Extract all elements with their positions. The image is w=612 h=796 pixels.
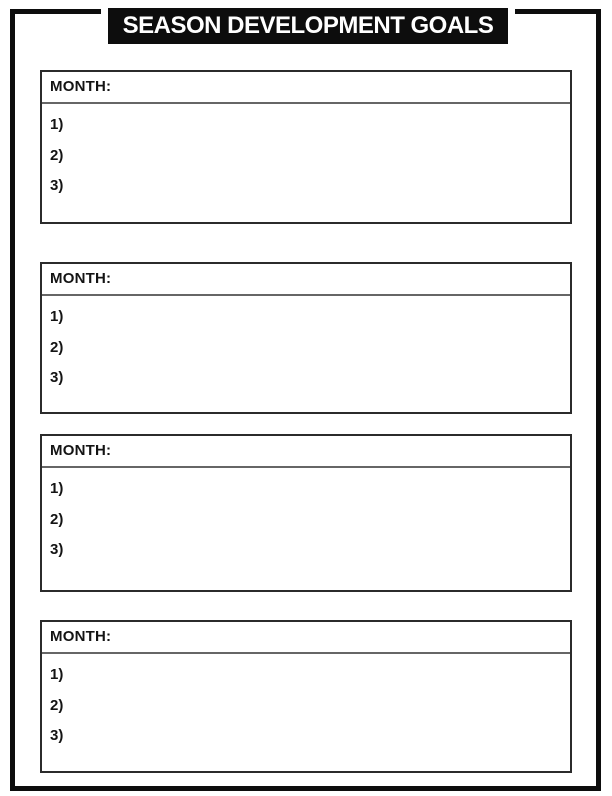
goal-number: 2)	[50, 338, 64, 356]
month-fill-in-area	[111, 72, 570, 102]
goals-list	[42, 468, 570, 570]
goal-line	[50, 337, 570, 368]
month-section-2	[40, 262, 572, 414]
goal-number: 1)	[50, 666, 64, 683]
page-title: SEASON DEVELOPMENT GOALS	[122, 12, 494, 39]
goal-number: 1)	[50, 480, 64, 497]
month-section-1	[40, 70, 572, 224]
month-header	[42, 622, 570, 654]
month-fill-in-area	[111, 622, 570, 652]
goal-number: 1)	[50, 116, 64, 133]
goal-number: 3)	[50, 541, 64, 558]
month-label: MONTH:	[50, 442, 112, 459]
title-banner	[101, 8, 515, 44]
goals-list	[42, 296, 570, 398]
month-label: MONTH:	[50, 270, 112, 287]
goal-number: 2)	[50, 696, 64, 714]
month-section-3	[40, 434, 572, 592]
month-label: MONTH:	[50, 78, 112, 95]
month-fill-in-area	[111, 264, 570, 294]
goals-list	[42, 654, 570, 756]
month-label: MONTH:	[50, 628, 112, 645]
month-fill-in-area	[111, 436, 570, 466]
goal-line	[50, 306, 570, 337]
month-header	[42, 72, 570, 104]
month-section-4	[40, 620, 572, 773]
goal-number: 3)	[50, 727, 64, 744]
goal-line	[50, 478, 570, 509]
goal-line	[50, 695, 570, 726]
goal-number: 2)	[50, 146, 64, 164]
goal-line	[50, 725, 570, 756]
goal-number: 1)	[50, 308, 64, 325]
month-header	[42, 436, 570, 468]
goal-line	[50, 175, 570, 206]
goal-line	[50, 664, 570, 695]
goal-line	[50, 539, 570, 570]
goal-number: 3)	[50, 369, 64, 386]
goal-line	[50, 509, 570, 540]
goal-line	[50, 367, 570, 398]
goal-line	[50, 145, 570, 176]
goal-number: 2)	[50, 510, 64, 528]
goals-list	[42, 104, 570, 206]
goal-number: 3)	[50, 177, 64, 194]
month-header	[42, 264, 570, 296]
goal-line	[50, 114, 570, 145]
